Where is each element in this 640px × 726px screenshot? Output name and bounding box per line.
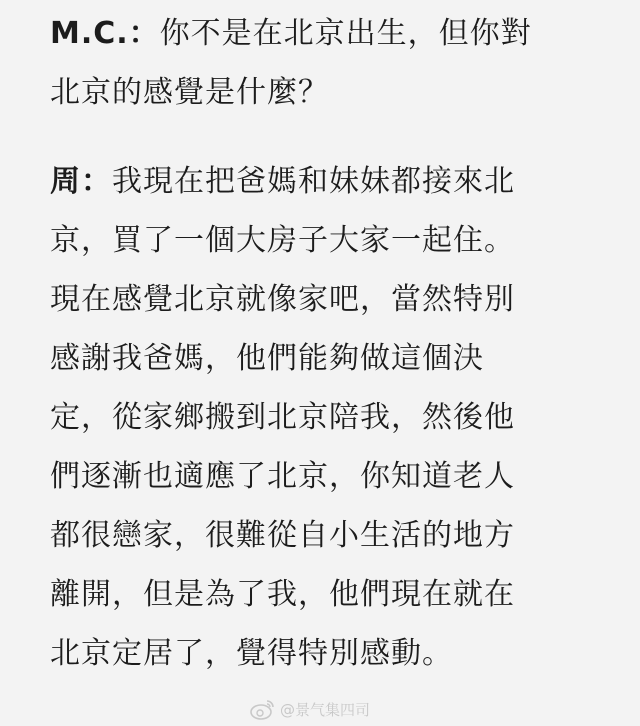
question-line-2: 北京的感覺是什麼？ [50, 75, 329, 110]
answer-line-1 [50, 152, 620, 211]
answer-line-2: 京，買了一個大房子大家一起住。 [50, 223, 515, 258]
answer-line-6: 們逐漸也適應了北京，你知道老人 [50, 459, 515, 494]
answer-line-5: 定，從家鄉搬到北京陪我，然後他 [50, 400, 515, 435]
question-block [50, 4, 620, 122]
speaker-label: 周： [50, 164, 112, 199]
answer-line-3: 現在感覺北京就像家吧，當然特別 [50, 282, 515, 317]
watermark-text: @景气集四司 [280, 700, 371, 719]
question-line-1 [50, 4, 620, 63]
answer-line-4: 感謝我爸媽，他們能夠做這個決 [50, 341, 484, 376]
answer-line-7: 都很戀家，很難從自小生活的地方 [50, 518, 515, 553]
answer-line-9: 北京定居了，覺得特別感動。 [50, 636, 453, 671]
answer-block [50, 152, 620, 683]
speaker-label: M.C.： [50, 16, 160, 51]
line-text: 我現在把爸媽和妹妹都接來北 [112, 164, 515, 199]
answer-line-8: 離開，但是為了我，他們現在就在 [50, 577, 515, 612]
paragraph-gap [50, 122, 620, 152]
weibo-icon [250, 698, 276, 720]
line-text: 你不是在北京出生，但你對 [159, 16, 532, 51]
weibo-watermark [250, 696, 370, 722]
